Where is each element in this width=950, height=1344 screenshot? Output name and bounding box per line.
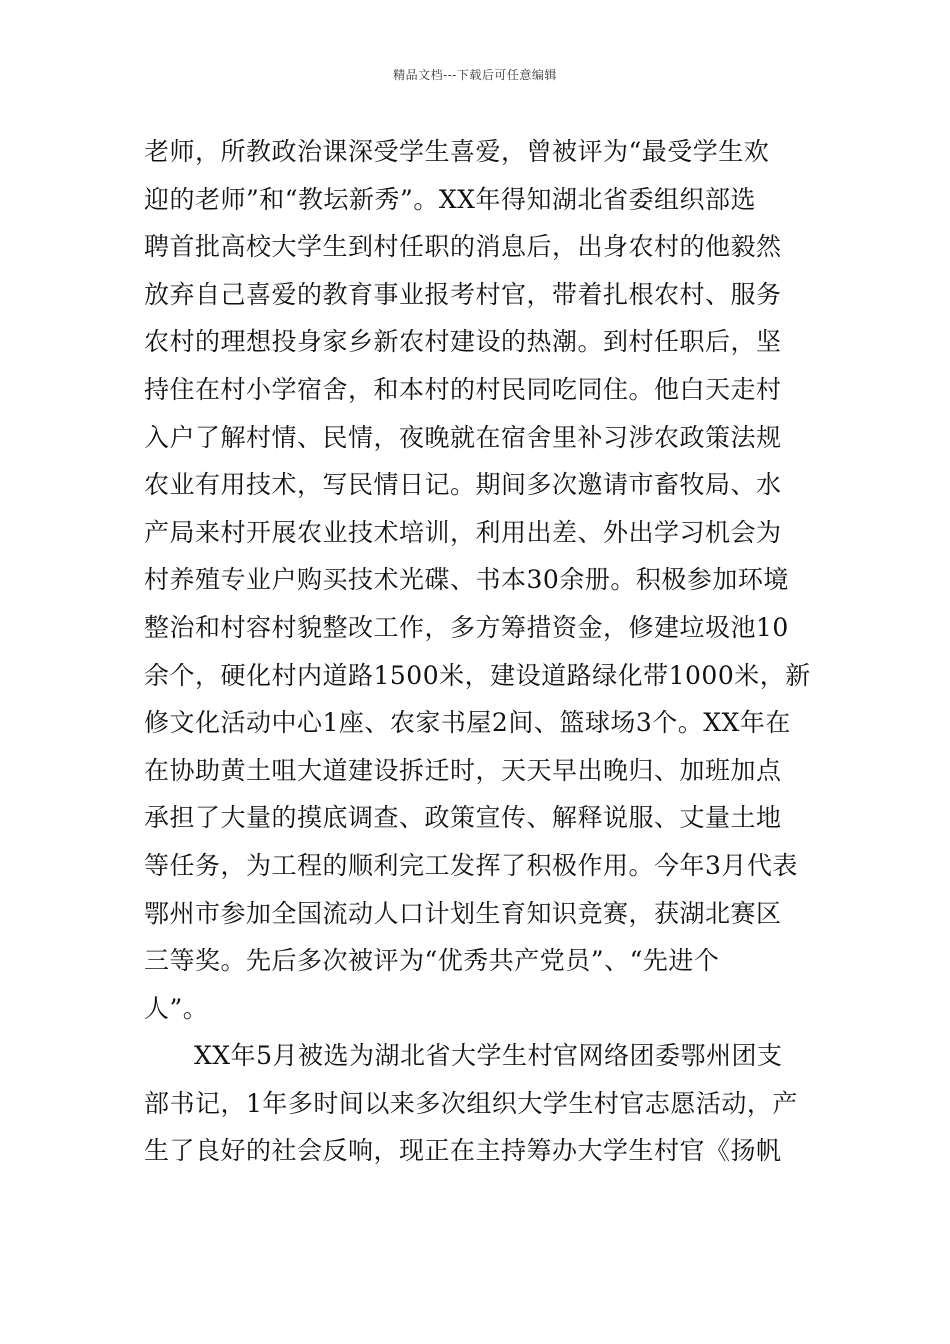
document-header: 精品文档---下载后可任意编辑 — [393, 68, 557, 82]
text-line: 在协助黄土咀大道建设拆迁时，天天早出晚归、加班加点 — [144, 755, 782, 785]
text-line: 村养殖专业户购买技术光碟、书本30余册。积极参加环境 — [144, 565, 789, 595]
paragraph-1 — [144, 128, 811, 1032]
text-line: 部书记，1年多时间以来多次组织大学生村官志愿活动，产 — [144, 1088, 798, 1118]
text-line: 农村的理想投身家乡新农村建设的热潮。到村任职后，坚 — [144, 327, 782, 357]
text-line: 老师，所教政治课深受学生喜爱，曾被评为“最受学生欢 — [144, 137, 770, 166]
text-line: 农业有用技术，写民情日记。期间多次邀请市畜牧局、水 — [144, 470, 782, 500]
text-line: 生了良好的社会反响，现正在主持筹办大学生村官《扬帆 — [144, 1136, 782, 1166]
text-line: 产局来村开展农业技术培训，利用出差、外出学习机会为 — [144, 517, 782, 547]
text-line: 入户了解村情、民情，夜晚就在宿舍里补习涉农政策法规 — [144, 422, 782, 452]
text-line: 放弃自己喜爱的教育事业报考村官，带着扎根农村、服务 — [144, 279, 782, 309]
text-line: XX年5月被选为湖北省大学生村官网络团委鄂州团支 — [194, 1041, 783, 1071]
text-line: 修文化活动中心1座、农家书屋2间、篮球场3个。XX年在 — [144, 708, 791, 738]
text-line: 等任务，为工程的顺利完工发挥了积极作用。今年3月代表 — [144, 850, 798, 880]
text-line: 聘首批高校大学生到村任职的消息后，出身农村的他毅然 — [144, 232, 782, 262]
text-line: 持住在村小学宿舍，和本村的村民同吃同住。他白天走村 — [144, 374, 782, 404]
text-line: 余个，硬化村内道路1500米，建设道路绿化带1000米，新 — [144, 660, 811, 690]
text-line: 人”。 — [144, 993, 209, 1023]
text-line: 三等奖。先后多次被评为“优秀共产党员”、“先进个 — [144, 946, 720, 976]
paragraph-2 — [144, 1032, 806, 1175]
text-line: 承担了大量的摸底调查、政策宣传、解释说服、丈量土地 — [144, 803, 782, 833]
text-line: 整治和村容村貌整改工作，多方筹措资金，修建垃圾池10 — [144, 612, 789, 642]
text-line: 鄂州市参加全国流动人口计划生育知识竞赛，获湖北赛区 — [144, 898, 782, 928]
document-body — [144, 128, 811, 1175]
text-line: 迎的老师”和“教坛新秀”。XX年得知湖北省委组织部选 — [144, 184, 756, 214]
